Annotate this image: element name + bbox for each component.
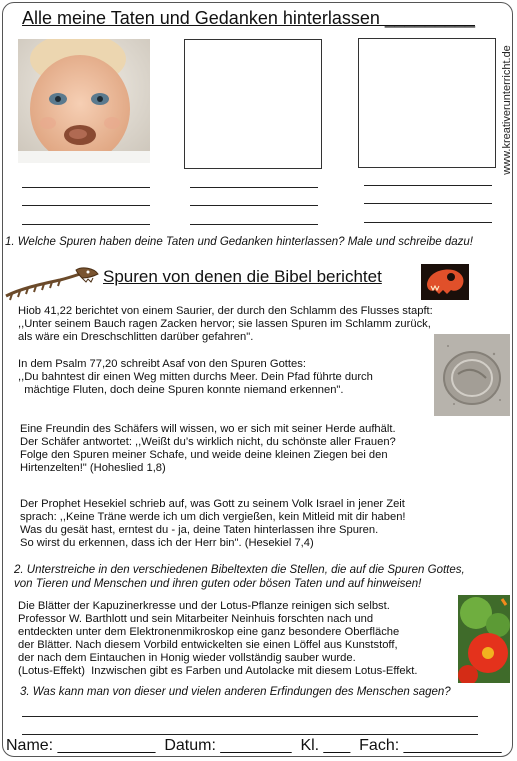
question-2-line-2: von Tieren und Menschen und ihren guten oder bösen Taten und auf hinweisen! — [14, 578, 422, 590]
answer-line[interactable] — [22, 716, 478, 717]
writing-line[interactable] — [190, 205, 318, 206]
paragraph-hiob: Hiob 41,22 berichtet von einem Saurier, der durch den Schlamm des Flusses stapft: ,,Unter seinem Bauch ragen Zacken hervor; sie lassen Spuren im Schlamm zurück, als wäre ein Dreschschlitten darüber gefahren". — [18, 305, 433, 343]
baby-photo — [18, 39, 150, 163]
question-2-line-1: 2. Unterstreiche in den verschiedenen Bibeltexten die Stellen, die auf die Spuren Gottes, — [14, 564, 465, 576]
section-title: Spuren von denen die Bibel berichtet — [103, 267, 382, 286]
question-3: 3. Was kann man von dieser und vielen anderen Erfindungen des Menschen sagen? — [20, 686, 451, 698]
footprint-photo — [434, 334, 510, 416]
writing-line[interactable] — [364, 222, 492, 223]
writing-line[interactable] — [22, 224, 150, 225]
page-title: Alle meine Taten und Gedanken hinterlassen _________ — [22, 8, 476, 28]
answer-line[interactable] — [22, 734, 478, 735]
writing-line[interactable] — [22, 205, 150, 206]
writing-line[interactable] — [190, 187, 318, 188]
drawing-box-3[interactable] — [358, 38, 496, 168]
paragraph-hesekiel: Der Prophet Hesekiel schrieb auf, was Gott zu seinem Volk Israel in jener Zeit sprach: ,,Keine Träne werde ich um dich vergießen, kein Mitleid mit dir haben! Was du gesät hast, erntest du - ja, deine Taten hinterlassen ihre Spuren. So wirst du erkennen, dass ich der Herr bin". (Hesekiel 7,4) — [20, 498, 406, 549]
writing-line[interactable] — [364, 185, 492, 186]
writing-line[interactable] — [190, 224, 318, 225]
dinosaur-fossil-illustration — [2, 266, 100, 302]
paragraph-lotus-effect: Die Blätter der Kapuzinerkresse und der Lotus-Pflanze reinigen sich selbst. Professor W. Barthlott und sein Mitarbeiter Neinhuis forschten nach und entdeckten unter dem Elektronenmikroskop eine ganz besondere Oberfläche der Blätter. Nach diesem Vorbild entwickelten sie einen Löffel aus Kunststoff, der nach dem Eintauchen in Honig wieder vollständig sauber wurde. (Lotus-Effekt) Inzwischen gibt es Farben und Autolacke mit diesem Lotus-Effekt. — [18, 600, 418, 677]
footer-name-date-class-subject: Name: ___________ Datum: ________ Kl. ___ Fach: ___________ — [6, 737, 502, 754]
paragraph-hoheslied: Eine Freundin des Schäfers will wissen, wo er sich mit seiner Herde aufhält. Der Schäfer antwortet: ,,Weißt du’s wirklich nicht, du schönste aller Frauen? Folge den Spuren meiner Schafe, und weide deine kleinen Ziegen bei den Hirtenzelten!" (Hoheslied 1,8) — [20, 423, 396, 474]
question-1: 1. Welche Spuren haben deine Taten und Gedanken hinterlassen? Male und schreibe dazu! — [5, 236, 473, 248]
paragraph-psalm: In dem Psalm 77,20 schreibt Asaf von den Spuren Gottes: ,,Du bahntest dir einen Weg mitten durchs Meer. Dein Pfad führte durch mächtige Fluten, doch deine Spuren konnte niemand erkennen". — [18, 358, 373, 396]
nasturtium-flower-photo — [458, 595, 510, 683]
side-url-label: www.kreativerunterricht.de — [501, 45, 513, 175]
writing-line[interactable] — [364, 203, 492, 204]
drawing-box-2[interactable] — [184, 39, 322, 169]
red-dinosaur-skull-image — [421, 264, 469, 300]
writing-line[interactable] — [22, 187, 150, 188]
